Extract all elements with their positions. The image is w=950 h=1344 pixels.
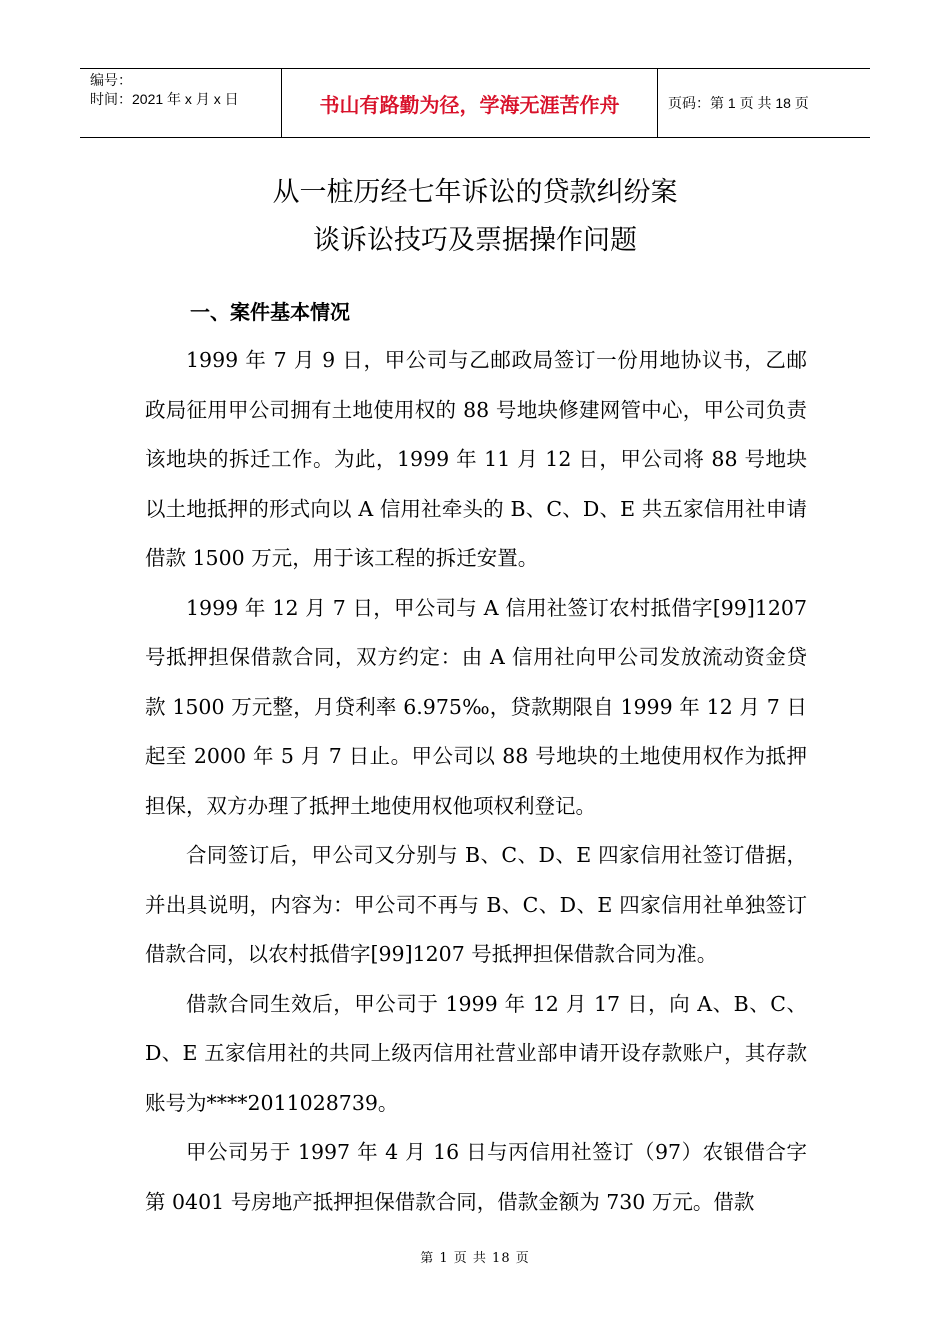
number-label: 编号： — [90, 72, 132, 88]
section-heading: 一、案件基本情况 — [190, 300, 350, 324]
document-header — [80, 68, 870, 138]
header-meta — [80, 69, 282, 137]
document-title-line-2: 谈诉讼技巧及票据操作问题 — [313, 225, 637, 256]
paragraph: 甲公司另于 1997 年 4 月 16 日与丙信用社签订（97）农银借合字第 0401 号房地产抵押担保借款合同，借款金额为 730 万元。借款 — [145, 1140, 807, 1214]
page-footer: 第 1 页 共 18 页 — [420, 1251, 530, 1266]
paragraph: 合同签订后，甲公司又分别与 B、C、D、E 四家信用社签订借据，并出具说明，内容为：甲公司不再与 B、C、D、E 四家信用社单独签订借款合同，以农村抵借字[99]1207 号抵押担保借款合同为准。 — [145, 843, 807, 966]
header-motto: 书山有路勤为径，学海无涯苦作舟 — [282, 69, 658, 137]
time-label: 时间：2021 年 x 月 x 日 — [90, 91, 239, 107]
paragraph: 1999 年 12 月 7 日，甲公司与 A 信用社签订农村抵借字[99]1207 号抵押担保借款合同，双方约定：由 A 信用社向甲公司发放流动资金贷款 1500 万元整，月贷利率 6.975‰，贷款期限自 1999 年 12 月 7 日起至 2000 年 5 月 7 日止。甲公司以 88 号地块的土地使用权作为抵押担保，双方办理了抵押土地使用权他项权利登记。 — [145, 595, 807, 818]
document-body — [145, 336, 807, 1227]
document-title-line-1: 从一桩历经七年诉讼的贷款纠纷案 — [272, 177, 678, 208]
paragraph: 1999 年 7 月 9 日，甲公司与乙邮政局签订一份用地协议书，乙邮政局征用甲公司拥有土地使用权的 88 号地块修建网管中心，甲公司负责该地块的拆迁工作。为此，1999 年 11 月 12 日，甲公司将 88 号地块以土地抵押的形式向以 A 信用社牵头的 B、C、D、E 共五家信用社申请借款 1500 万元，用于该工程的拆迁安置。 — [145, 348, 807, 570]
paragraph: 借款合同生效后，甲公司于 1999 年 12 月 17 日，向 A、B、C、D、E 五家信用社的共同上级丙信用社营业部申请开设存款账户，其存款账号为****2011028739。 — [145, 991, 807, 1115]
header-page-number: 页码：第 1 页 共 18 页 — [668, 95, 809, 111]
